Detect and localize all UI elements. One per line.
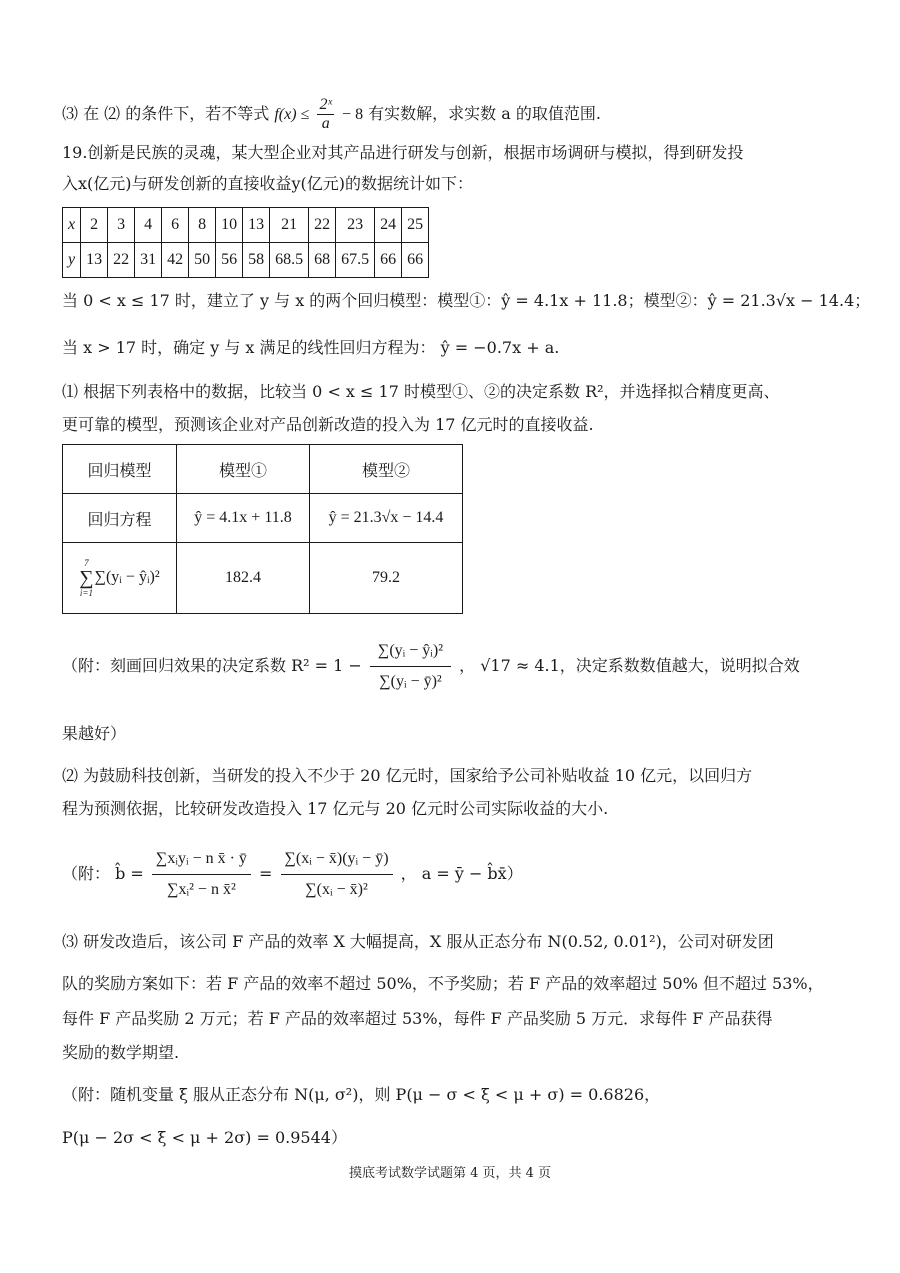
y-value-cell: 67.5 xyxy=(336,243,375,278)
row-sse-m2: 79.2 xyxy=(310,543,463,614)
part1-line2: 更可靠的模型，预测该企业对产品创新改造的投入为 17 亿元时的直接收益. xyxy=(62,415,594,434)
table-row-y xyxy=(63,243,429,278)
row-eq-label: 回归方程 xyxy=(63,494,177,543)
y-label-cell: y xyxy=(63,243,81,278)
y-value-cell: 56 xyxy=(216,243,243,278)
header-model1: 模型① xyxy=(177,445,310,494)
inequality-fraction: $\frac{\text{2ˣ}}{a}$ xyxy=(319,96,332,132)
part3-line3: 每件 F 产品奖励 2 万元；若 F 产品的效率超过 53%，每件 F 产品奖励 5 万元．求每件 F 产品获得 xyxy=(62,1009,773,1028)
x-value-cell: 4 xyxy=(135,208,162,243)
part2-line1: ⑵ 为鼓励科技创新，当研发的投入不少于 20 亿元时，国家给予公司补贴收益 10 亿元，以回归方 xyxy=(62,766,753,785)
q18-part3: ⑶ 在 ⑵ 的条件下，若不等式 f(x) ≤ $\frac{\text{2ˣ}}{a}$ − 8 有实数解，求实数 a 的取值范围. xyxy=(62,96,601,132)
y-value-cell: 22 xyxy=(108,243,135,278)
table-row xyxy=(63,445,463,494)
model-table xyxy=(62,444,463,614)
x-value-cell: 8 xyxy=(189,208,216,243)
part3-line2: 队的奖励方案如下：若 F 产品的效率不超过 50%，不予奖励；若 F 产品的效率超过 50% 但不超过 53%， xyxy=(62,974,824,993)
note1-line: （附：刻画回归效果的决定系数 R² = 1 − $\frac{\text{∑(yᵢ − ŷᵢ)²}}{\text{∑(yᵢ − ȳ)²}}$ ， √17 ≈ 4.1，决定系数数值越大，说明拟合效 xyxy=(62,636,800,697)
note3-line1: （附：随机变量 ξ 服从正态分布 N(μ, σ²)，则 P(μ − σ < ξ < μ + σ) = 0.6826， xyxy=(62,1085,661,1104)
note2-line: （附： b̂ = $\frac{\text{∑xᵢyᵢ − n x̄ · ȳ}}{\text{∑xᵢ² − n x̄²}}$ = $\frac{\text{∑(xᵢ − x̄)(yᵢ − ȳ)}}{\text{∑(xᵢ − x̄)²}}$ ， a = ȳ − b̂x̄） xyxy=(62,844,523,905)
header-model: 回归模型 xyxy=(63,445,177,494)
part3-line4: 奖励的数学期望. xyxy=(62,1043,180,1062)
table-row xyxy=(63,494,463,543)
q19-intro-line2: 入x(亿元)与研发创新的直接收益y(亿元)的数据统计如下： xyxy=(62,174,474,193)
part1-line1: ⑴ 根据下列表格中的数据，比较当 0 < x ≤ 17 时模型①、②的决定系数 R²，并选择拟合精度更高、 xyxy=(62,382,780,401)
x-value-cell: 25 xyxy=(402,208,429,243)
x-value-cell: 24 xyxy=(375,208,402,243)
x-value-cell: 3 xyxy=(108,208,135,243)
b-hat-fraction-1: $\frac{\text{∑xᵢyᵢ − n x̄ · ȳ}}{\text{∑xᵢ² − n x̄²}}$ xyxy=(152,844,251,905)
q19-intro-line1: 19.创新是民族的灵魂，某大型企业对其产品进行研发与创新，根据市场调研与模拟，得到研发投 xyxy=(62,143,744,162)
x-value-cell: 21 xyxy=(270,208,309,243)
models-line: 当 0 < x ≤ 17 时，建立了 y 与 x 的两个回归模型：模型①：ŷ = 4.1x + 11.8；模型②：ŷ = 21.3√x − 14.4； xyxy=(62,291,871,310)
row-sse-m1: 182.4 xyxy=(177,543,310,614)
row-eq-m2: ŷ = 21.3√x − 14.4 xyxy=(310,494,463,543)
x-label-cell: x xyxy=(63,208,81,243)
part2-line2: 程为预测依据，比较研发改造投入 17 亿元与 20 亿元时公司实际收益的大小. xyxy=(62,799,609,818)
y-value-cell: 42 xyxy=(162,243,189,278)
y-value-cell: 58 xyxy=(243,243,270,278)
y-value-cell: 13 xyxy=(81,243,108,278)
x-value-cell: 23 xyxy=(336,208,375,243)
y-value-cell: 50 xyxy=(189,243,216,278)
r-squared-fraction: $\frac{\text{∑(yᵢ − ŷᵢ)²}}{\text{∑(yᵢ − ȳ)²}}$ xyxy=(370,636,451,697)
x-value-cell: 10 xyxy=(216,208,243,243)
part3-line1: ⑶ 研发改造后，该公司 F 产品的效率 X 大幅提高，X 服从正态分布 N(0.52, 0.01²)，公司对研发团 xyxy=(62,932,774,951)
b-hat-fraction-2: $\frac{\text{∑(xᵢ − x̄)(yᵢ − ȳ)}}{\text{∑(xᵢ − x̄)²}}$ xyxy=(281,844,393,905)
linear-model-line: 当 x > 17 时，确定 y 与 x 满足的线性回归方程为： ŷ = −0.7x + a. xyxy=(62,338,560,357)
y-value-cell: 31 xyxy=(135,243,162,278)
table-row xyxy=(63,543,463,614)
y-value-cell: 68 xyxy=(309,243,336,278)
x-value-cell: 22 xyxy=(309,208,336,243)
y-value-cell: 66 xyxy=(402,243,429,278)
y-value-cell: 68.5 xyxy=(270,243,309,278)
note1-end: 果越好） xyxy=(62,724,127,743)
page-footer: 摸底考试数学试题第 4 页，共 4 页 xyxy=(348,1166,552,1181)
header-model2: 模型② xyxy=(310,445,463,494)
row-sse-label: 7 ∑ i=1 ∑(yᵢ − ŷᵢ)² xyxy=(63,543,177,614)
y-value-cell: 66 xyxy=(375,243,402,278)
row-eq-m1: ŷ = 4.1x + 11.8 xyxy=(177,494,310,543)
x-value-cell: 13 xyxy=(243,208,270,243)
data-table xyxy=(62,207,429,278)
x-value-cell: 6 xyxy=(162,208,189,243)
table-row-x xyxy=(63,208,429,243)
x-value-cell: 2 xyxy=(81,208,108,243)
sum-symbol: 7 ∑ i=1 xyxy=(79,558,94,598)
note3-line2: P(μ − 2σ < ξ < μ + 2σ) = 0.9544） xyxy=(62,1128,347,1147)
